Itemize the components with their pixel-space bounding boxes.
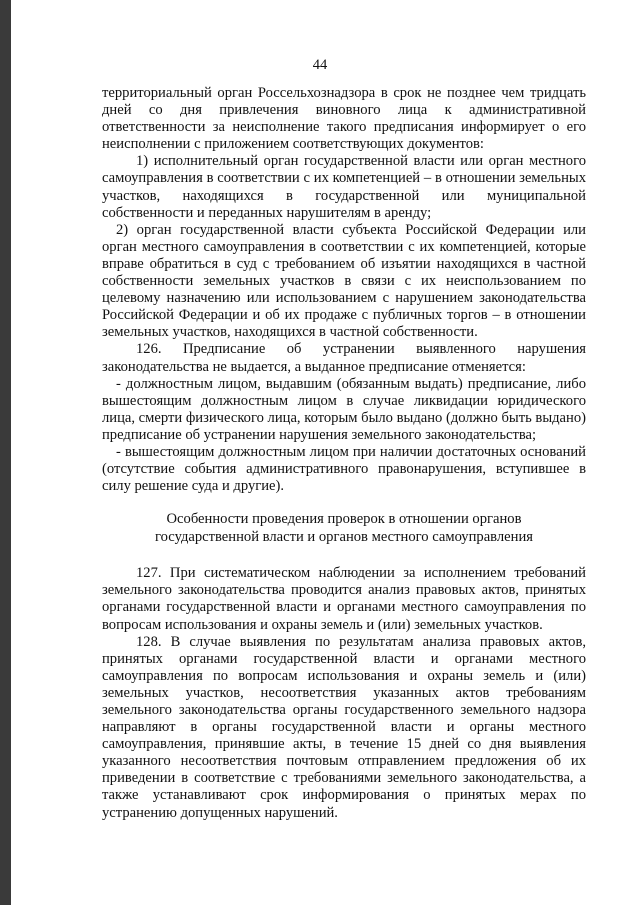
section-heading-line-1: Особенности проведения проверок в отношении органов: [166, 511, 522, 528]
list-item-1: 1) исполнительный орган государственной власти или орган местного самоуправления в соответствии с их компетенцией – в отношении земельных участков, находящихся в государственной или муниципальной собственности и переданных нарушителям в аренду;: [102, 153, 586, 221]
paragraph-128: 128. В случае выявления по результатам анализа правовых актов, принятых органами государственной власти и органами местного самоуправления по вопросам использования и охраны земель и (или) земельных участков, несоответствия указанных актов требованиям земельного законодательства органы государственного земельного надзора направляют в органы государственной власти и органы местного самоуправления, принявшие акты, в течение 15 дней со дня выявления указанного несоответствия почтовым отправлением предложения об их приведении в соответствие с требованиями земельного законодательства, а также устанавливают срок информирования о принятых мерах по устранению допущенных нарушений.: [102, 633, 586, 821]
section-heading-line-2: государственной власти и органов местного самоуправления: [155, 529, 533, 546]
scan-edge-shadow: [0, 0, 11, 905]
paragraph-continuation: территориальный орган Россельхознадзора в срок не позднее чем тридцать дней со дня привлечения виновного лица к административной ответственности за неисполнение такого предписания информирует о его неисполнении с приложением соответствующих документов:: [102, 85, 586, 153]
section-heading: [102, 510, 586, 546]
list-item-2: 2) орган государственной власти субъекта Российской Федерации или орган местного самоуправления в соответствии с их компетенцией, которые вправе обратиться в суд с требованием об изъятии находящихся в частной собственности земельных участков в связи с их неиспользованием по целевому назначению или использованием с нарушением законодательства Российской Федерации и об их продаже с публичных торгов – в отношении земельных участков, находящихся в частной собственности.: [102, 221, 586, 341]
paragraph-127: 127. При систематическом наблюдении за исполнением требований земельного законодательства проводится анализ правовых актов, принятых органами государственной власти и органами местного самоуправления по вопросам использования и охраны земель и (или) земельных участков.: [102, 565, 586, 633]
page-body: [102, 85, 586, 822]
bullet-item-1: - должностным лицом, выдавшим (обязанным выдать) предписание, либо вышестоящим должностным лицом в случае ликвидации юридического лица, смерти физического лица, которым было выдано (должно быть выдано) предписание об устранении нарушения земельного законодательства;: [102, 375, 586, 443]
bullet-item-2: - вышестоящим должностным лицом при наличии достаточных оснований (отсутствие события административного правонарушения, вступившее в силу решение суда и другие).: [102, 443, 586, 495]
page-number: 44: [312, 57, 328, 73]
paragraph-126: 126. Предписание об устранении выявленного нарушения законодательства не выдается, а выданное предписание отменяется:: [102, 341, 586, 375]
